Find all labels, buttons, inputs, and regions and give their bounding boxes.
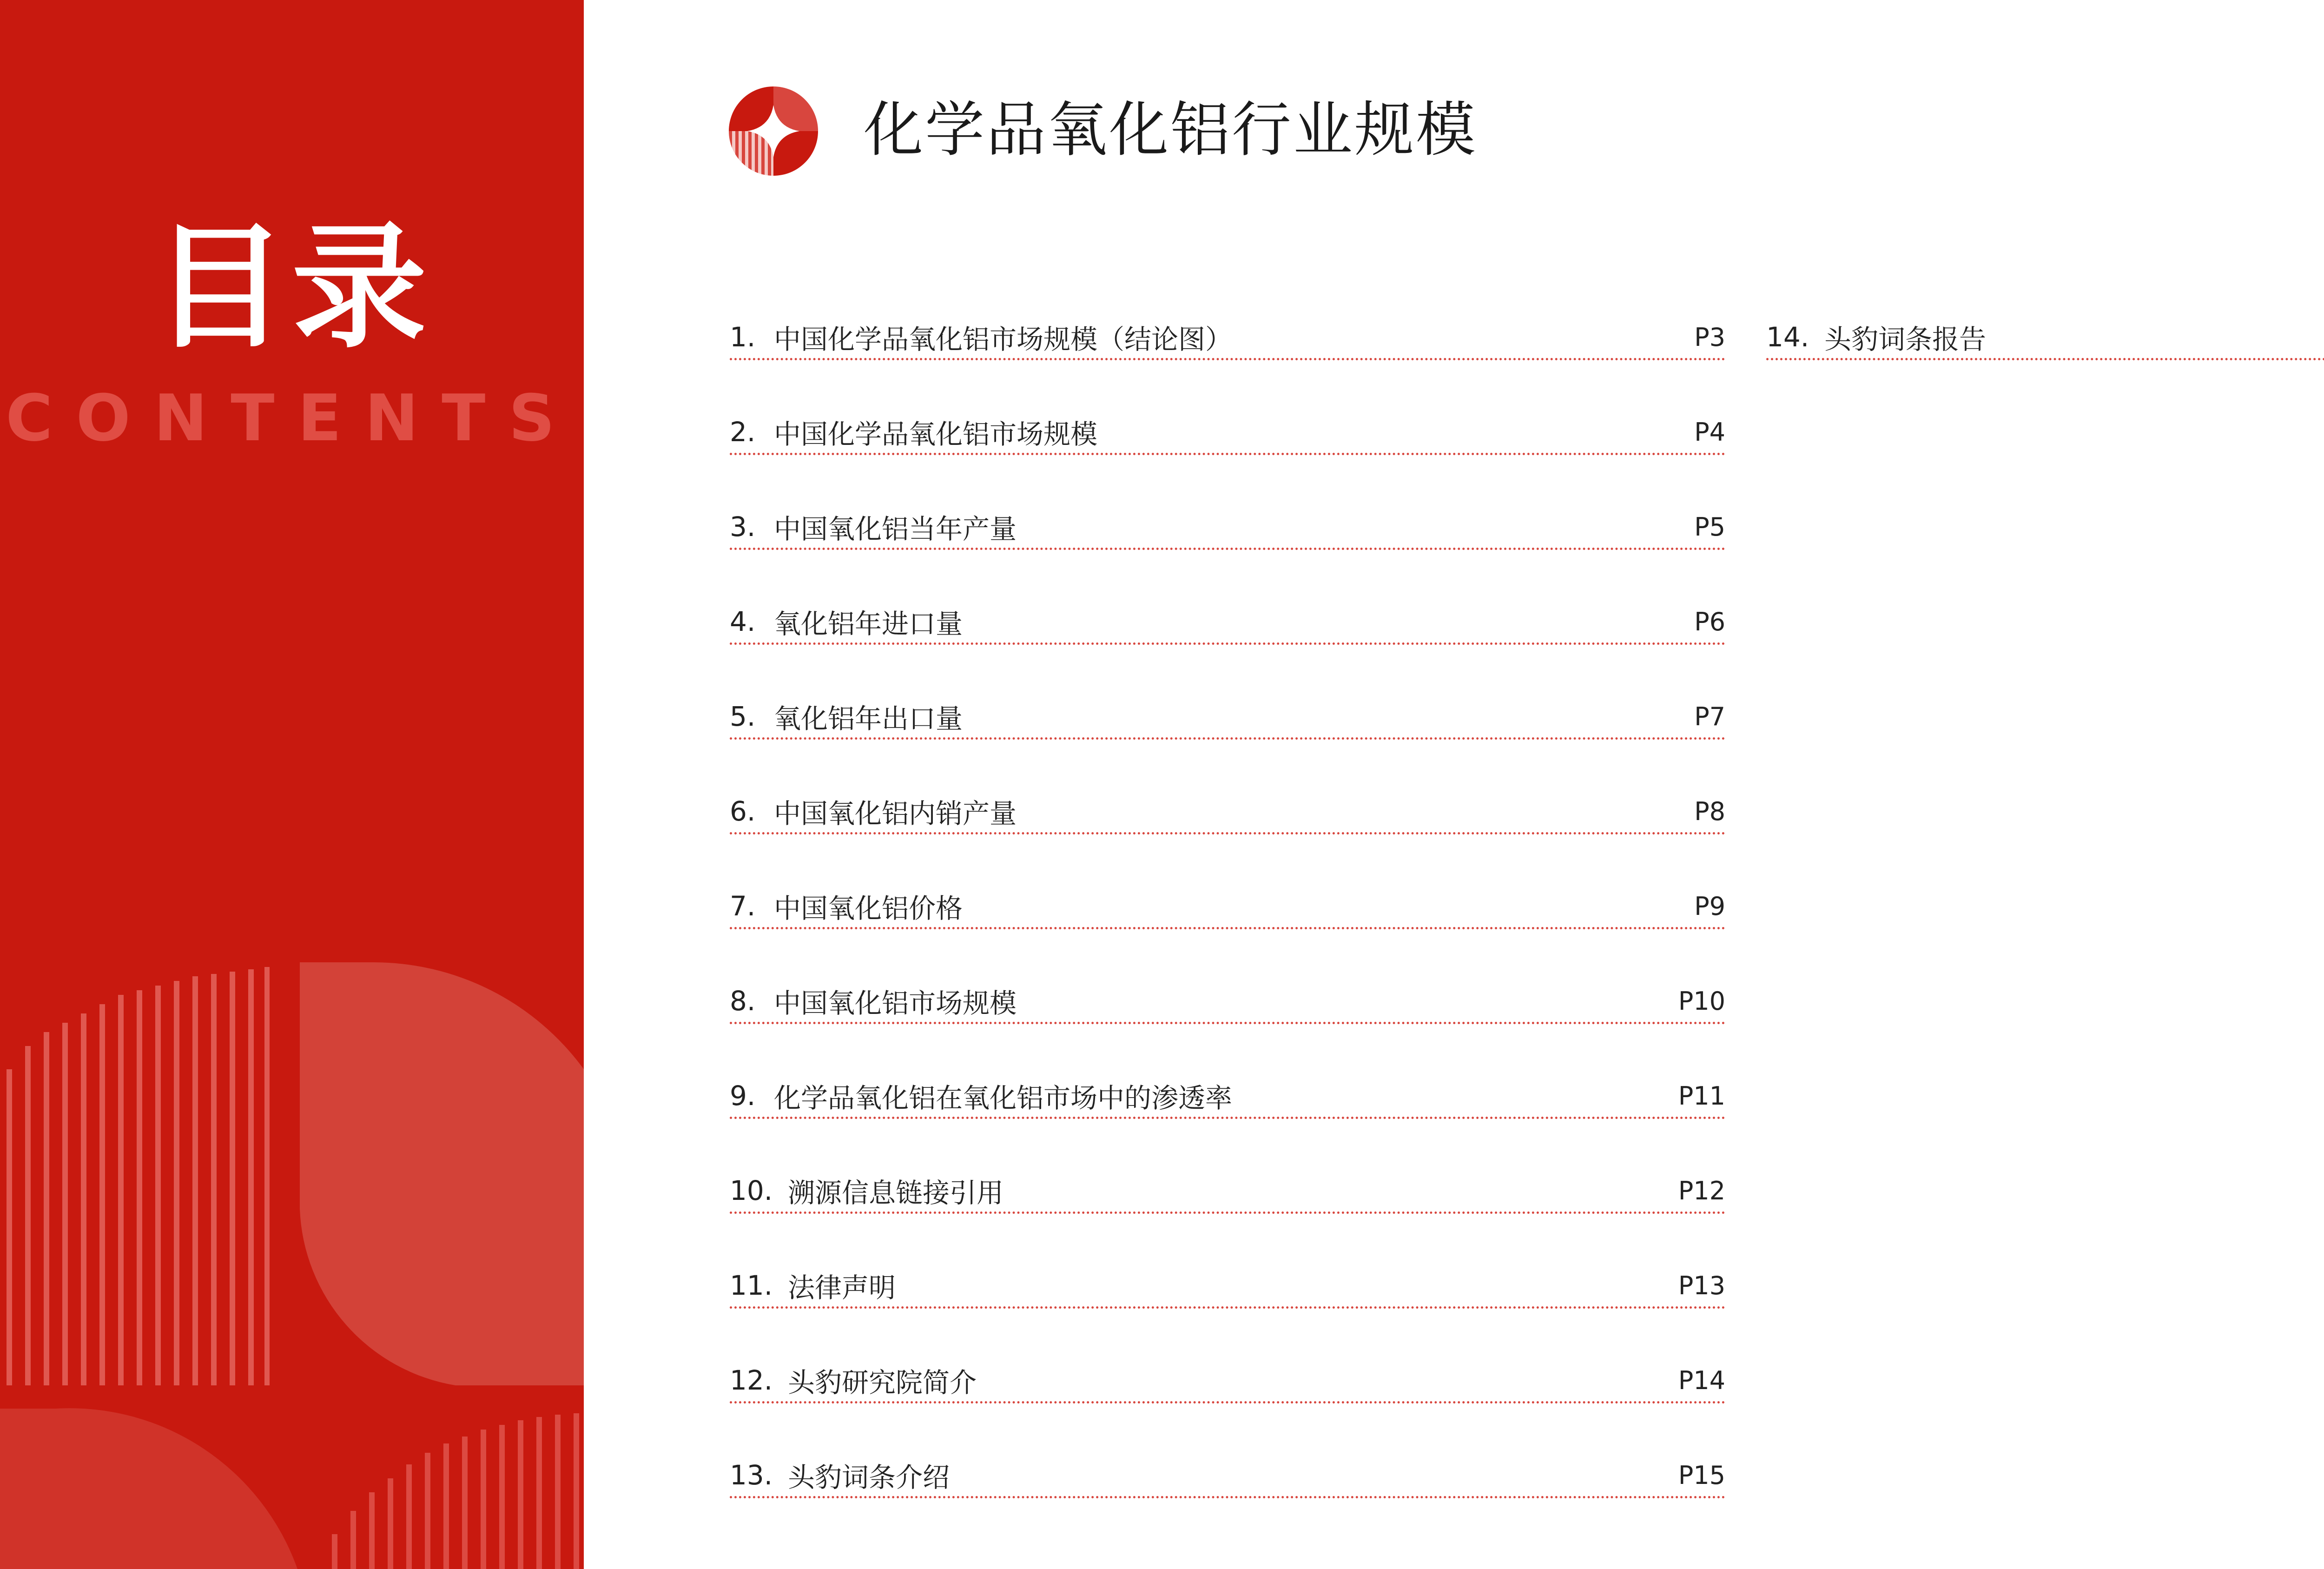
toc-number: 1.: [730, 321, 756, 353]
toc-number: 10.: [730, 1175, 773, 1206]
toc-label: 中国氧化铝市场规模: [774, 987, 1017, 1019]
toc-number: 5.: [730, 701, 756, 732]
toc-item[interactable]: [730, 867, 1725, 961]
star-badge-icon: [729, 86, 818, 176]
toc-number: 6.: [730, 795, 756, 827]
toc-label: 中国化学品氧化铝市场规模（结论图）: [774, 324, 1233, 355]
sidebar-subtitle: CONTENTS: [6, 381, 578, 456]
toc-label: 头豹词条报告: [1824, 324, 1987, 355]
toc-page: P6: [1694, 607, 1725, 636]
toc-label: 氧化铝年出口量: [774, 703, 963, 735]
toc-number: 12.: [730, 1364, 773, 1396]
toc-item[interactable]: [730, 1056, 1725, 1151]
toc-page: P9: [1694, 891, 1725, 921]
page-title: 化学品氧化铝行业规模: [864, 95, 1478, 165]
toc-label: 头豹研究院简介: [788, 1367, 977, 1398]
toc-label: 法律声明: [788, 1272, 896, 1304]
toc-number: 14.: [1766, 321, 1809, 353]
toc-page: P3: [1694, 322, 1725, 352]
toc-column-2: [1766, 298, 2324, 392]
toc-number: 3.: [730, 511, 756, 543]
toc-column-1: [730, 298, 1725, 1530]
toc-item[interactable]: [730, 677, 1725, 772]
toc-number: 4.: [730, 606, 756, 637]
toc-item[interactable]: [730, 1436, 1725, 1530]
toc-number: 9.: [730, 1080, 756, 1112]
toc-item[interactable]: [730, 392, 1725, 487]
sidebar-panel: [0, 0, 584, 1569]
toc-page: P10: [1678, 986, 1725, 1016]
toc-label: 化学品氧化铝在氧化铝市场中的渗透率: [774, 1082, 1233, 1114]
toc-number: 8.: [730, 985, 756, 1017]
toc-label: 头豹词条介绍: [788, 1462, 950, 1493]
toc-page: P15: [1678, 1460, 1725, 1490]
toc-page: P8: [1694, 796, 1725, 826]
toc-page: P5: [1694, 512, 1725, 542]
sidebar-title: 目录: [152, 210, 431, 366]
toc-label: 溯源信息链接引用: [788, 1177, 1004, 1209]
toc-label: 中国氧化铝内销产量: [774, 798, 1017, 829]
toc-item[interactable]: [730, 487, 1725, 582]
toc-item[interactable]: [730, 772, 1725, 867]
toc-item[interactable]: [730, 582, 1725, 677]
toc-page: P14: [1678, 1365, 1725, 1395]
toc-number: 2.: [730, 416, 756, 448]
toc-item[interactable]: [730, 1246, 1725, 1341]
toc-item[interactable]: [730, 1151, 1725, 1246]
toc-label: 氧化铝年进口量: [774, 608, 963, 640]
toc-page: P4: [1694, 417, 1725, 447]
toc-page: P7: [1694, 702, 1725, 731]
toc-label: 中国化学品氧化铝市场规模: [774, 418, 1098, 450]
toc-number: 11.: [730, 1270, 773, 1301]
toc-page: P12: [1678, 1176, 1725, 1205]
toc-item[interactable]: [730, 961, 1725, 1056]
toc-page: P13: [1678, 1271, 1725, 1300]
toc-label: 中国氧化铝价格: [774, 893, 963, 924]
toc-number: 7.: [730, 890, 756, 922]
toc-label: 中国氧化铝当年产量: [774, 513, 1017, 545]
toc-item[interactable]: [730, 1341, 1725, 1436]
toc-page: P11: [1678, 1081, 1725, 1111]
toc-item[interactable]: [1766, 298, 2324, 392]
toc-item[interactable]: [730, 298, 1725, 392]
toc-number: 13.: [730, 1459, 773, 1491]
